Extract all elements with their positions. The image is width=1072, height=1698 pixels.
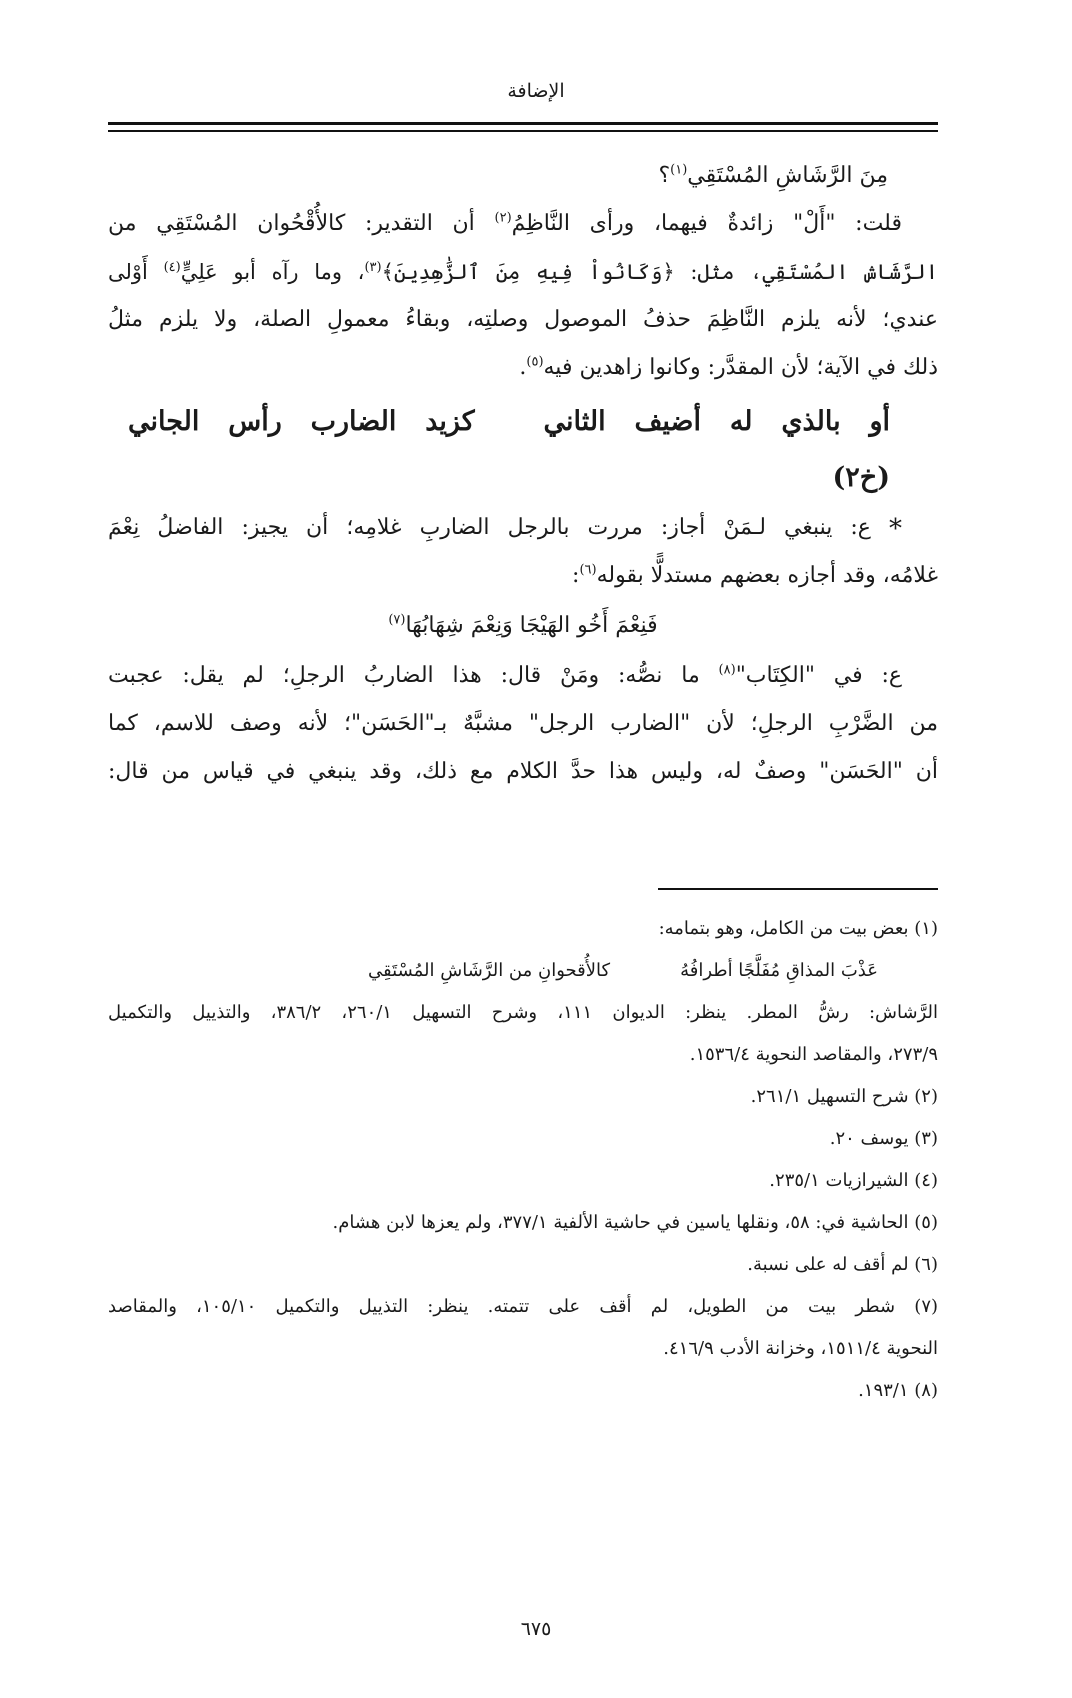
verse-word: الجاني <box>128 406 200 437</box>
verse-word: كزيد <box>425 406 475 437</box>
verse-hemistich: عَذْبَ المذاقِ مُفَلَّجًا أطرافُهُ <box>680 960 878 981</box>
footnote-ref: (٥) <box>526 354 544 370</box>
verse-word: أو <box>869 406 890 437</box>
text-line <box>108 248 938 296</box>
verse-text: فَنِعْمَ أَخُو الهَيْجَا وَنِعْمَ شِهَابُهَا <box>405 613 658 638</box>
verse-hemistich: كالأُقحوانِ من الرَّشَاشِ المُسْتَقِي <box>368 960 611 981</box>
text-line <box>108 504 938 552</box>
text-line: عندي؛ لأنه يلزم النَّاظِمَ حذفُ الموصول وصلتِه، وبقاءُ معمولِ الصلة، ولا يلزم مثلُ <box>108 307 938 332</box>
punctuation: ؟ <box>658 163 671 188</box>
footnote-7: (٧) شطر بيت من الطويل، لم أقف على تتمته. ينظر: التذييل والتكميل ١٠٥/١٠، والمقاصد <box>108 1296 938 1317</box>
footnote-ref: (٢) <box>494 210 512 226</box>
footnote-1-line: الرَّشاش: رشُّ المطر. ينظر: الديوان ١١١، وشرح التسهيل ٢٦٠/١، ٣٨٦/٢، والتذييل والتكميل <box>108 1002 938 1023</box>
footnote-5: (٥) الحاشية في: ٥٨، ونقلها ياسين في حاشية الألفية ٣٧٧/١، ولم يعزها لابن هشام. <box>332 1212 938 1233</box>
footnote-ref: (٧) <box>388 612 406 628</box>
text-segment: ، وما رآه أبو عَلِيٍّ <box>180 260 365 284</box>
footnote-4: (٤) الشيرازيات ٢٣٥/١. <box>769 1170 938 1191</box>
verse-word: له <box>729 406 753 437</box>
text-segment: قلت: "أَلْ" زائدةٌ فيهما، ورأى النَّاظِمُ <box>511 211 902 236</box>
text-line: من الضَّرْبِ الرجلِ؛ لأن "الضارب الرجل" مشبَّهٌ بـ"الحَسَن"؛ لأنه وصف للاسم، كما <box>108 711 938 736</box>
header-rule-thick <box>108 122 938 125</box>
header-rule-thin <box>108 130 938 132</box>
verse-fragment-line <box>108 152 938 200</box>
footnote-7-line: النحوية ١٥١١/٤، وخزانة الأدب ٤١٦/٩. <box>663 1338 938 1359</box>
footnote-1-verse <box>108 950 938 992</box>
footnote-ref: (١) <box>670 162 688 178</box>
footnote-ref: (٦) <box>579 562 597 578</box>
text-segment: ما نصُّه: ومَنْ قال: هذا الضاربُ الرجلِ؛ لم يقل: عجبت <box>108 663 719 688</box>
alfiyya-verse <box>108 392 938 452</box>
main-text <box>108 152 938 796</box>
text-segment: ذلك في الآية؛ لأن المقدَّر: وكانوا زاهدين فيه <box>543 355 938 380</box>
footnote-ref: (٤) <box>163 260 181 275</box>
footnote-1-line: ٢٧٣/٩، والمقاصد النحوية ١٥٣٦/٤. <box>689 1044 938 1065</box>
hemistich-gap <box>610 950 680 992</box>
text-segment: أن التقدير: كالأُقْحُوان المُسْتَقِي من <box>108 211 495 236</box>
page-number: ٦٧٥ <box>520 1618 552 1640</box>
footnote-separator <box>658 888 938 890</box>
text-line: أن "الحَسَن" وصفٌ له، وليس هذا حدَّ الكلام مع ذلك، وقد ينبغي في قياس من قال: <box>108 759 938 784</box>
footnote-1: (١) بعض بيت من الكامل، وهو بتمامه: <box>658 918 938 939</box>
footnote-2: (٢) شرح التسهيل ٢٦١/١. <box>750 1086 938 1107</box>
footnote-3: (٣) يوسف ٢٠. <box>829 1128 938 1149</box>
footnotes <box>108 908 938 1412</box>
verse-word: الضارب <box>310 406 397 437</box>
star-marker: * <box>889 514 902 544</box>
text-line <box>108 552 938 600</box>
footnote-ref: (٨) <box>718 662 736 678</box>
footnote-8: (٨) ١٩٣/١. <box>858 1380 938 1401</box>
text-segment: ع: ينبغي لـمَنْ أجاز: مررت بالرجل الضاربِ غلامِه؛ أن يجيز: الفاضلُ نِعْمَ <box>108 515 889 540</box>
quran-quote: الرَّشَاش المُسْتَقِي، مثل: ﴿وَكَانُواْ فِيهِ مِنَ ٱلزَّٰهِدِينَ﴾ <box>381 260 938 284</box>
text-segment: . <box>519 355 527 380</box>
verse-word: بالذي <box>781 406 841 437</box>
verse-word: أضيف <box>634 406 701 437</box>
text-line <box>108 652 938 700</box>
text-line <box>108 344 938 392</box>
verse-manuscript-code: (خ٢) <box>832 462 890 493</box>
text-line <box>108 200 938 248</box>
text-segment: أَوْلى <box>108 260 164 284</box>
text-segment: : <box>572 563 580 588</box>
verse-word: الثاني <box>543 406 606 437</box>
text-segment: غلامُه، وقد أجازه بعضهم مستدلًّا بقوله <box>596 563 938 588</box>
text-segment: ع: في "الكِتَاب" <box>735 663 902 688</box>
quoted-verse <box>108 600 938 652</box>
running-header: الإضافة <box>507 80 565 102</box>
verse-fragment: مِنَ الرَّشَاشِ المُسْتَقِي <box>687 163 888 188</box>
footnote-ref: (٣) <box>364 260 382 275</box>
footnote-6: (٦) لم أقف له على نسبة. <box>747 1254 938 1275</box>
verse-word: رأس <box>228 406 282 437</box>
